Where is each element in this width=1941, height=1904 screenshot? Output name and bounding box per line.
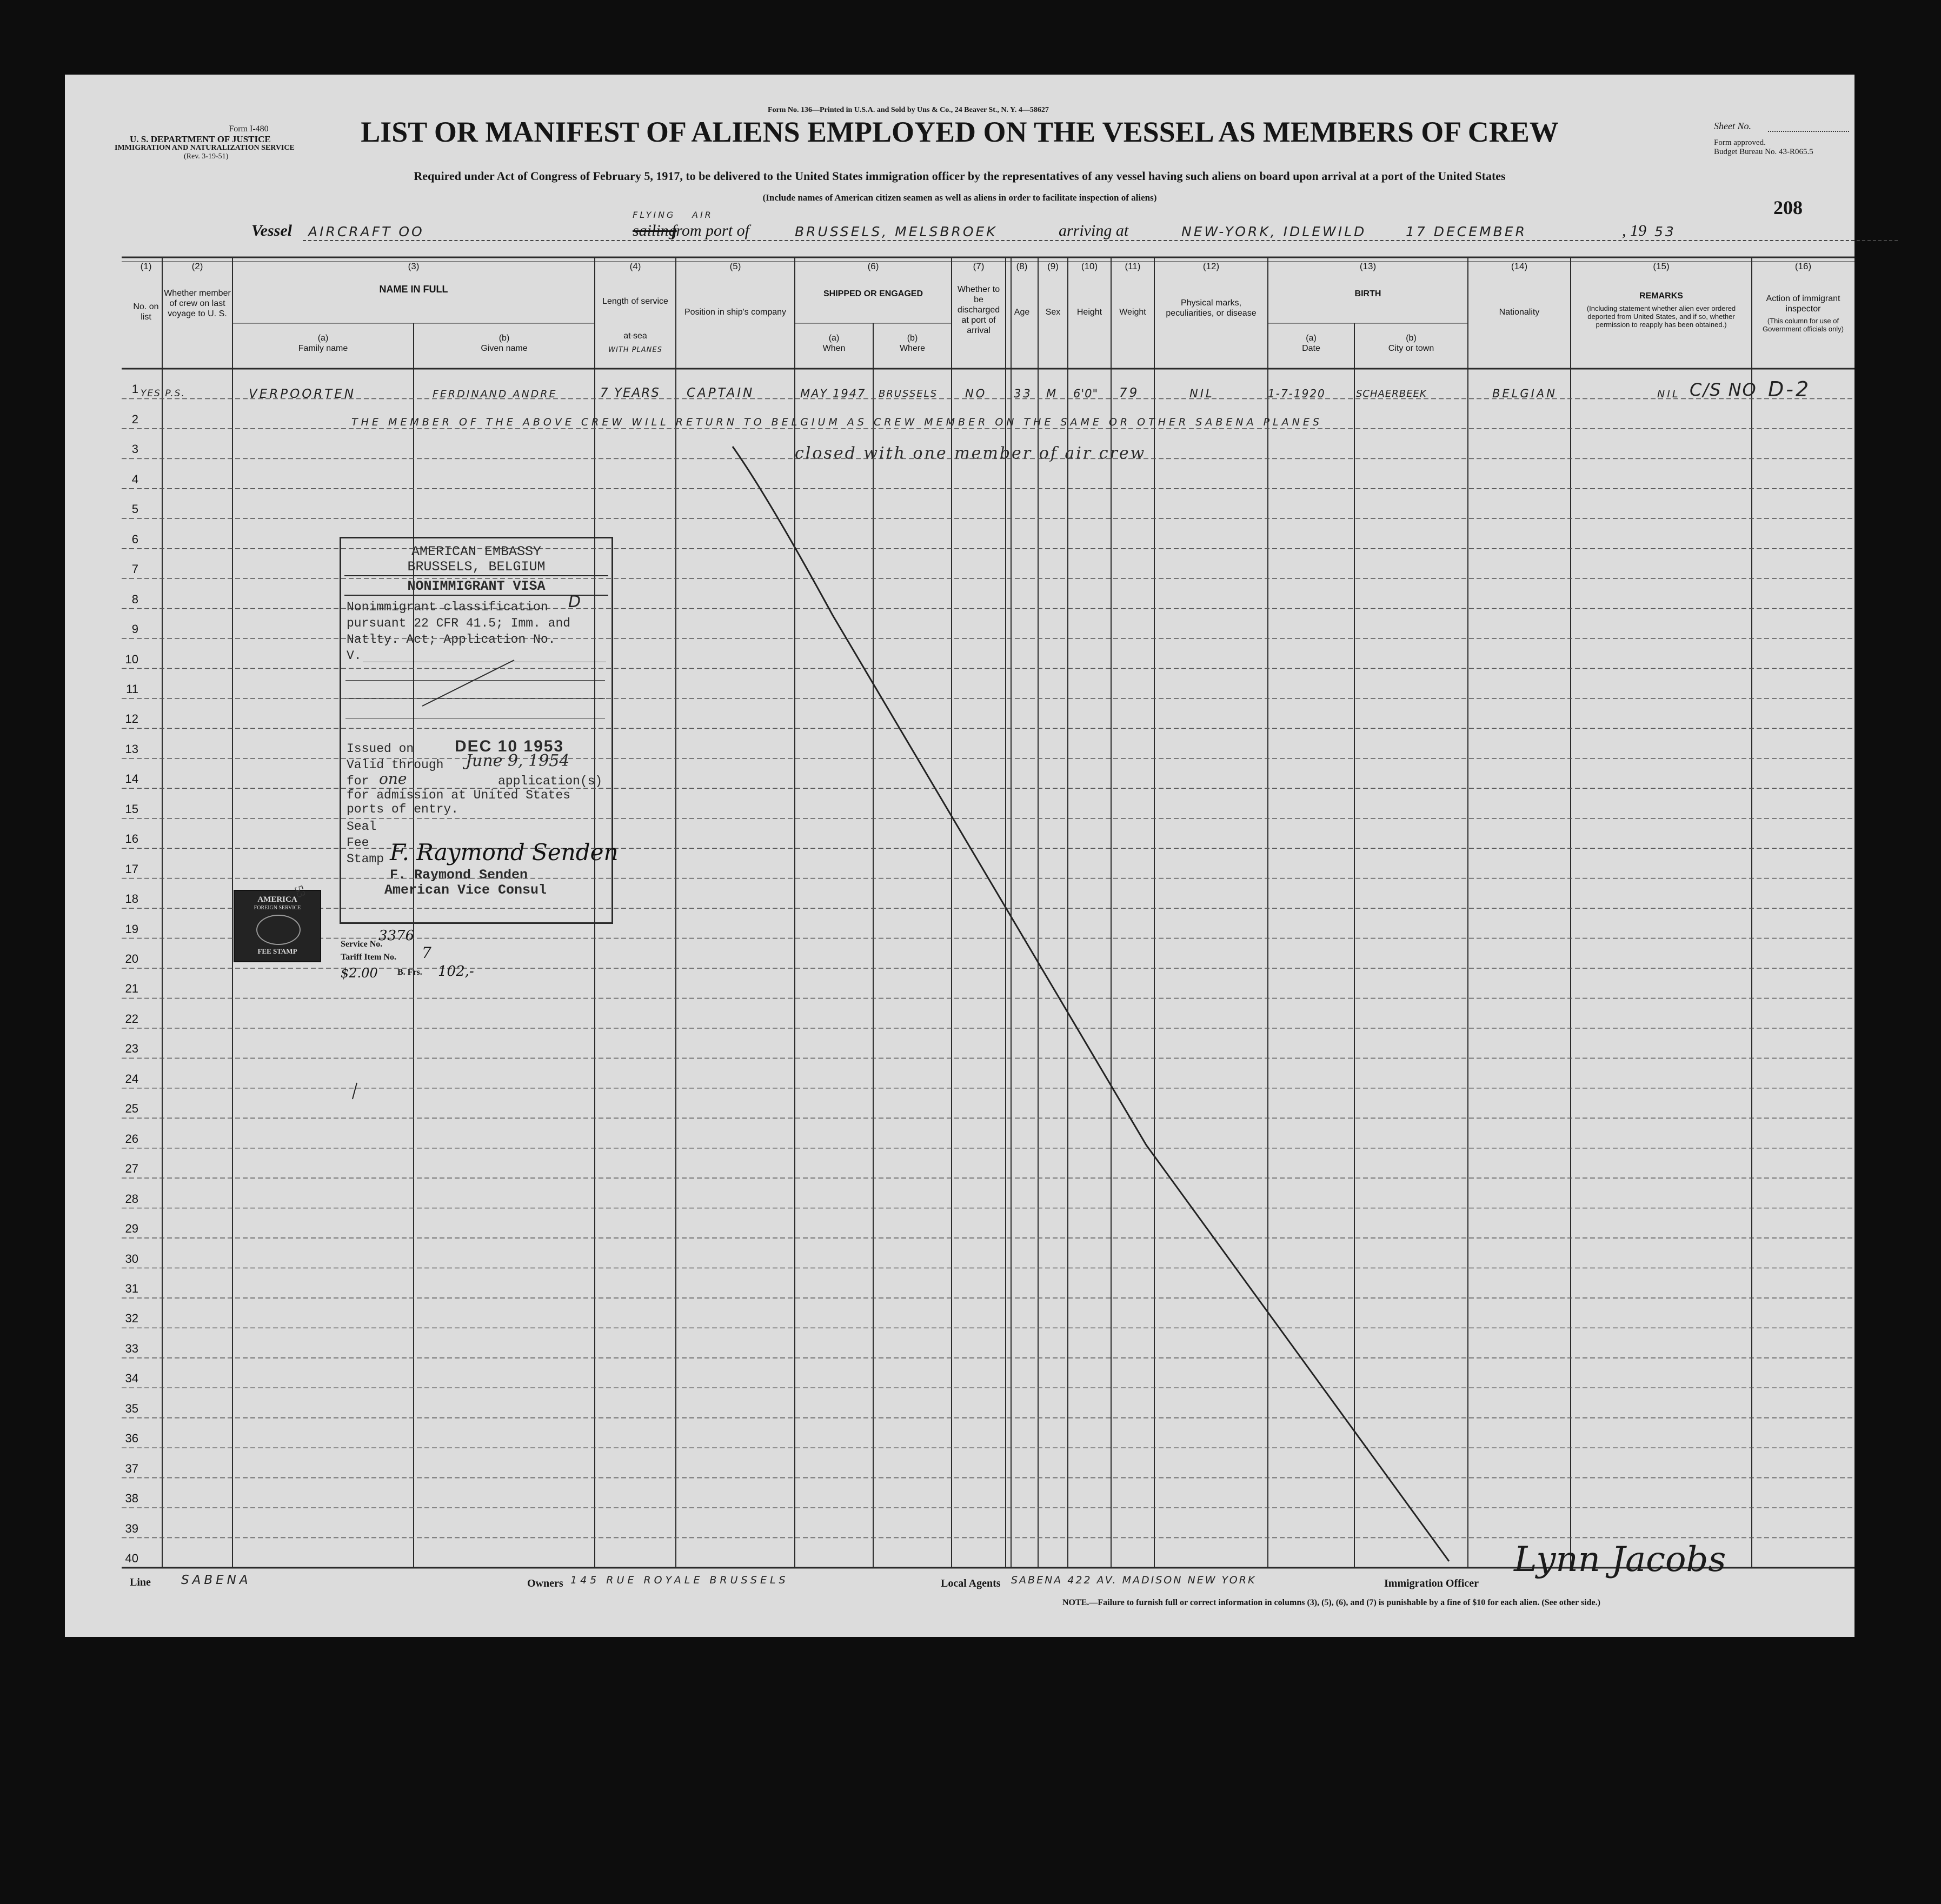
row-number: 1 [131,382,138,396]
col-header-action-note: (This column for use of Government officials only) [1762,317,1844,333]
row-number: 20 [125,952,138,966]
stamp-stamp: Stamp [347,852,384,866]
col-header-height: Height [1076,308,1102,317]
row-number: 25 [125,1102,138,1116]
footer-agents-label: Local Agents [941,1577,1001,1589]
stamp-v: V. [347,649,362,663]
col-header-weight: Weight [1119,308,1146,317]
footer-line-label: Line [130,1576,151,1588]
col-header-birth-date: (a) Date [1302,334,1320,353]
sheet-no-label: Sheet No. [1714,121,1751,131]
page-subtitle: Required under Act of Congress of February 5, 1917, to be delivered to the United States immigration officer by the representatives of any vessel having such aliens on board upon arrival at a port of the United States [414,169,1506,183]
col-header-at-sea: at sea [623,331,647,341]
row-number: 17 [125,862,138,876]
year-prefix: , 19 [1622,222,1646,239]
cell-height: 6'0" [1073,387,1099,400]
row-number: 14 [125,772,138,786]
col-num-5: (5) [729,261,741,271]
cell-given-name: FERDINAND ANDRE [433,388,557,400]
cell-nationality: BELGIAN [1492,387,1557,400]
form-revision: (Rev. 3-19-51) [184,152,229,161]
col-header-nationality: Nationality [1499,308,1540,317]
page-number: 208 [1773,197,1803,218]
col-num-7: (7) [973,261,985,271]
col-num-12: (12) [1202,261,1220,271]
col-header-birth-city: (b) City or town [1388,334,1434,353]
row-number: 33 [125,1341,138,1355]
row-number: 26 [125,1131,138,1146]
diagonal-cancel-line [65,75,1854,1637]
row-number: 31 [125,1281,138,1295]
cell-birth-date: 1-7-1920 [1268,387,1326,400]
stamp-application: application(s) [498,774,603,788]
row-number: 37 [125,1461,138,1475]
fee-stamp-line2: FOREIGN SERVICE [254,905,301,911]
row-number: 38 [125,1492,138,1506]
col-header-length: Length of service [602,297,668,306]
footer-officer-label: Immigration Officer [1384,1577,1479,1589]
row-number: 12 [125,712,138,726]
col-num-3: (3) [408,261,420,271]
footer-agents-value: SABENA 422 AV. MADISON NEW YORK [1011,1574,1257,1586]
col-num-10: (10) [1081,261,1098,271]
col-header-position: Position in ship's company [684,308,787,317]
row-number: 10 [125,652,138,666]
budget-bureau-label: Budget Bureau No. 43-R065.5 [1714,148,1813,156]
printer-note: Form No. 136—Printed in U.S.A. and Sold by Uns & Co., 24 Beaver St., N. Y. 4—58627 [768,106,1049,114]
fee-stamp [234,883,321,962]
row-number: 18 [125,892,138,906]
row2-note: THE MEMBER OF THE ABOVE CREW WILL RETURN TO BELGIUM AS CREW MEMBER ON THE SAME OR OTHER SABENA PLANES [351,416,1322,428]
stamp-natlty: Natlty. Act; Application No. [347,633,556,647]
row3-note: closed with one member of air crew [795,444,1146,463]
visa-stamp [340,537,619,924]
col-num-1: (1) [140,261,152,271]
col-num-8: (8) [1016,261,1028,271]
col-num-14: (14) [1511,261,1528,271]
arriving-label: arriving at [1059,222,1129,239]
col-header-action: Action of immigrant inspector [1766,294,1840,314]
row-number: 8 [131,592,138,606]
row-number: 19 [125,922,138,936]
col-num-4: (4) [629,261,641,271]
arriving-value: NEW-YORK, IDLEWILD [1181,224,1367,239]
col-num-6: (6) [867,261,879,271]
stamp-valid-label: Valid through [347,758,444,772]
cell-action: D-2 [1768,377,1811,401]
row-number: 22 [125,1011,138,1026]
fee-stamp-label: FEE STAMP [257,947,297,955]
cell-remarks-handwritten: C/S NO [1690,380,1757,400]
officer-signature: Lynn Jacobs [1514,1540,1726,1580]
cell-remarks: NIL [1657,388,1680,400]
fee-stamp-line1: AMERICA [257,895,297,904]
tariff-value: 7 [422,944,431,962]
row-number: 16 [125,832,138,846]
col-header-member: Whether member of crew on last voyage to U. S. [164,289,231,318]
stamp-for-value: one [379,770,407,788]
col-header-physical: Physical marks, peculiarities, or disease [1166,298,1257,318]
stamp-visa-type: NONIMMIGRANT VISA [407,578,546,594]
row-number: 3 [131,442,138,456]
col-header-discharged: Whether to be discharged at port of arrival [957,285,1000,335]
row-number: 36 [125,1432,138,1446]
stamp-issued-label: Issued on [347,742,414,756]
stamp-ports: ports of entry. [347,802,459,816]
row-number: 28 [125,1191,138,1206]
col-num-13: (13) [1359,261,1377,271]
col-header-name: NAME IN FULL [379,284,448,295]
bfrs-value: 102,- [438,963,474,980]
bfrs-label: B. Frs. [397,968,422,977]
page-subtitle-note: (Include names of American citizen seamen as well as aliens in order to facilitate inspection of aliens) [762,192,1157,203]
col-num-2: (2) [191,261,203,271]
row-number: 24 [125,1071,138,1086]
row-number: 27 [125,1162,138,1176]
fee-stamp-seal [256,915,301,945]
form-approved-label: Form approved. [1714,138,1766,147]
manifest-sheet [65,75,1854,1637]
row-number: 2 [131,412,138,426]
footer-note: NOTE.—Failure to furnish full or correct information in columns (3), (5), (6), and (7) is punishable by a fine of $10 for each alien. (See other side.) [1062,1598,1600,1607]
from-port-value: BRUSSELS, MELSBROEK [795,224,998,239]
stamp-city: BRUSSELS, BELGIUM [407,559,546,575]
fee-stamp-year: 53 [291,883,309,900]
service-no-value: 3376 [378,928,415,944]
row-number: 15 [125,802,138,816]
stamp-valid-date: June 9, 1954 [466,751,570,770]
consul-signature: F. Raymond Senden [390,839,619,866]
cell-discharged: NO [965,387,987,400]
row-number: 21 [125,982,138,996]
fee-dollar-value: $2.00 [341,966,378,981]
cell-birth-city: SCHAERBEEK [1356,388,1427,400]
air-insert: AIR [692,210,713,220]
cell-position: CAPTAIN [687,386,755,400]
consul-title: American Vice Consul [384,882,547,898]
cell-sex: M [1046,387,1059,400]
stamp-pursuant: pursuant 22 CFR 41.5; Imm. and [347,616,571,630]
row-number: 6 [131,532,138,546]
col-num-16: (16) [1794,261,1812,271]
row-number: 13 [125,742,138,756]
col-header-sex: Sex [1045,308,1061,317]
cell-physical-marks: NIL [1189,387,1214,400]
form-number: Form I-480 [229,124,269,134]
cell-family-name: VERPOORTEN [249,387,356,401]
stamp-for-label: for [347,774,369,788]
row-number: 40 [125,1552,138,1565]
row-number: 7 [131,562,138,576]
col-header-where: (b) Where [899,334,926,353]
from-port-label: from port of [672,222,749,239]
footer-line-value: SABENA [181,1573,251,1587]
cell-length-of-service: 7 YEARS [600,386,660,400]
stamp-classification-value: D [568,592,583,611]
row-number: 29 [125,1222,138,1236]
footer-owners-label: Owners [527,1577,563,1589]
row-number: 4 [131,472,138,486]
col-header-remarks: REMARKS [1639,291,1683,301]
stamp-fee: Fee [347,836,369,850]
vessel-label: Vessel [251,222,292,239]
col-header-with-planes: WITH PLANES [608,346,662,354]
footer-owners-value: 145 RUE ROYALE BRUSSELS [570,1574,789,1586]
col-num-15: (15) [1653,261,1670,271]
row-number: 30 [125,1251,138,1266]
cell-when: MAY 1947 [800,387,866,400]
row-number: 23 [125,1042,138,1056]
row-number: 32 [125,1312,138,1326]
row-number: 39 [125,1521,138,1535]
col-header-shipped: SHIPPED OR ENGAGED [823,289,923,298]
date-value: 17 DECEMBER [1406,224,1527,239]
year-value: 53 [1654,224,1676,239]
vessel-value: AIRCRAFT OO [308,224,424,239]
stamp-admission: for admission at United States [347,788,571,802]
col-header-when: (a) When [822,334,846,353]
page-title: LIST OR MANIFEST OF ALIENS EMPLOYED ON THE VESSEL AS MEMBERS OF CREW [361,116,1559,148]
col-header-family: (a) Family name [298,334,348,353]
row-number: 5 [131,502,138,516]
col-num-9: (9) [1047,261,1059,271]
col-header-remarks-note: (Including statement whether alien ever ordered deported from United States, and if so, whether permission to reapply has been obtained.) [1586,304,1736,329]
tariff-label: Tariff Item No. [341,953,396,962]
col-header-given: (b) Given name [481,334,528,353]
consul-name: F. Raymond Senden [390,867,528,883]
cell-where: BRUSSELS [879,388,938,400]
service-name: IMMIGRATION AND NATURALIZATION SERVICE [115,144,295,152]
cell-weight: 79 [1119,386,1140,400]
row-number: 9 [131,622,138,636]
department-name: U. S. DEPARTMENT OF JUSTICE [130,134,271,144]
stamp-seal: Seal [347,820,377,834]
row-number: 34 [125,1372,138,1386]
stamp-classification-label: Nonimmigrant classification [347,600,548,614]
flying-insert: FLYING [633,210,676,220]
col-header-age: Age [1014,308,1030,317]
stamp-embassy: AMERICAN EMBASSY [411,544,542,560]
col-header-birth: BIRTH [1354,289,1381,298]
row-number: 11 [126,682,138,696]
cell-last-voyage: YES P.S. [141,388,185,399]
service-no-label: Service No. [341,940,383,949]
sailing-struck: sailing [633,222,677,239]
col-num-11: (11) [1125,261,1141,271]
cell-age: 33 [1014,387,1033,400]
stamp-issued-date: DEC 10 1953 [455,737,564,755]
row-number: 35 [125,1401,138,1415]
col-header-no: No. on list [133,302,159,322]
